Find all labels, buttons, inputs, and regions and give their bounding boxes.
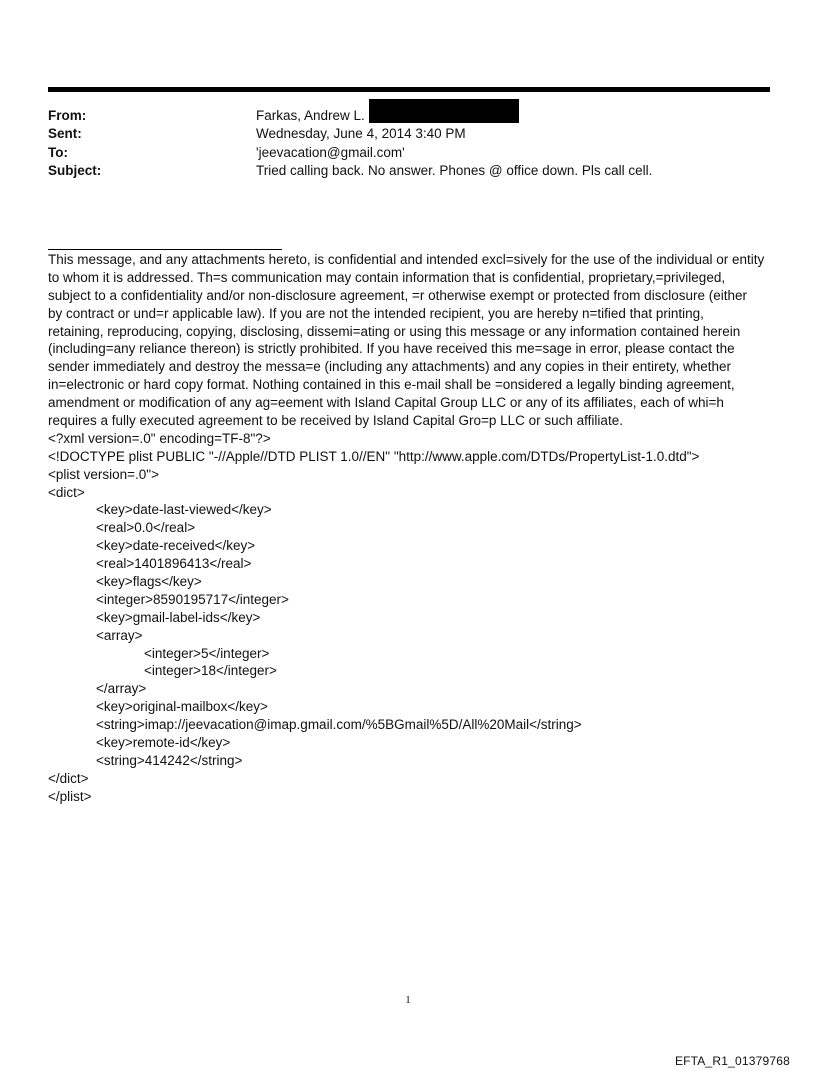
- disclaimer-line: amendment or modification of any ag=eement with Island Capital Group LLC or any of its affiliates, each of whi=h: [48, 395, 724, 411]
- plist-close-tag: </plist>: [48, 788, 92, 804]
- disclaimer-line: subject to a confidentiality and/or non-disclosure agreement, =r otherwise exempt or protected from disclosure (either: [48, 287, 747, 303]
- plist-entry: <key>flags</key>: [96, 574, 202, 590]
- plist-entry: <key>original-mailbox</key>: [96, 699, 268, 715]
- disclaimer-line: sender immediately and destroy the messa=e (including any attachments) and any copies in their entirety, whether: [48, 359, 731, 375]
- subject-value: Tried calling back. No answer. Phones @ office down. Pls call cell.: [256, 163, 653, 179]
- message-body: [48, 251, 778, 806]
- plist-entry: <integer>8590195717</integer>: [96, 591, 289, 607]
- sent-label: Sent:: [48, 126, 82, 142]
- plist-entry: <real>1401896413</real>: [96, 556, 252, 572]
- plist-entry: <key>gmail-label-ids</key>: [96, 609, 261, 625]
- page-number: 1: [405, 994, 411, 1006]
- plist-entry: <string>414242</string>: [96, 752, 243, 768]
- from-row: [48, 106, 770, 125]
- disclaimer-line: requires a fully executed agreement to be received by Island Capital Gro=p LLC or such affiliate.: [48, 413, 623, 429]
- plist-entry: <key>remote-id</key>: [96, 735, 231, 751]
- redaction-box: [369, 99, 519, 123]
- plist-block: [48, 430, 778, 806]
- sent-row: [48, 125, 770, 144]
- disclaimer-line: by contract or und=r applicable law). If you are not the intended recipient, you are hereby n=tified that printing,: [48, 305, 704, 321]
- disclaimer-line: (including=any reliance thereon) is strictly prohibited. If you have received this me=sage in error, please contact the: [48, 341, 735, 357]
- from-label: From:: [48, 107, 87, 123]
- sent-value: Wednesday, June 4, 2014 3:40 PM: [256, 126, 466, 142]
- plist-doctype: <!DOCTYPE plist PUBLIC "-//Apple//DTD PLIST 1.0//EN" "http://www.apple.com/DTDs/PropertyList-1.0.dtd">: [48, 448, 700, 464]
- plist-entry: <string>imap://jeevacation@imap.gmail.com/%5BGmail%5D/All%20Mail</string>: [96, 717, 582, 733]
- disclaimer-text: [48, 251, 778, 430]
- header-top-rule: [48, 87, 770, 92]
- plist-entry: </array>: [96, 681, 147, 697]
- subject-label: Subject:: [48, 163, 102, 179]
- dict-close-tag: </dict>: [48, 770, 89, 786]
- plist-entry: <array>: [96, 627, 143, 643]
- disclaimer-rule: [48, 249, 282, 250]
- disclaimer-line: to whom it is addressed. Th=s communication may contain information that is confidential, proprietary,=privileged,: [48, 269, 726, 285]
- to-label: To:: [48, 144, 68, 160]
- dict-open-tag: <dict>: [48, 484, 85, 500]
- bates-number: EFTA_R1_01379768: [674, 1054, 790, 1068]
- plist-entry: <key>date-received</key>: [96, 538, 256, 554]
- plist-entry: <real>0.0</real>: [96, 520, 196, 536]
- subject-row: [48, 162, 770, 181]
- to-row: [48, 143, 770, 162]
- from-value-wrap: [256, 103, 519, 127]
- disclaimer-line: This message, and any attachments hereto, is confidential and intended excl=sively for the use of the individual or entity: [48, 252, 765, 267]
- to-value: 'jeevacation@gmail.com': [256, 144, 405, 160]
- disclaimer-line: in=electronic or hard copy format. Nothing contained in this e-mail shall be =onsidered a legally binding agreement,: [48, 377, 735, 393]
- plist-open-tag: <plist version=.0">: [48, 466, 159, 482]
- email-header: [48, 106, 770, 180]
- plist-array-item: <integer>5</integer>: [144, 645, 270, 661]
- plist-array-item: <integer>18</integer>: [144, 663, 277, 679]
- plist-xml-declaration: <?xml version=.0" encoding=TF-8"?>: [48, 430, 271, 446]
- from-value: Farkas, Andrew L.: [256, 107, 365, 123]
- plist-entry: <key>date-last-viewed</key>: [96, 502, 272, 518]
- disclaimer-line: retaining, reproducing, copying, disclosing, dissemi=ating or using this message or any information contained herein: [48, 323, 741, 339]
